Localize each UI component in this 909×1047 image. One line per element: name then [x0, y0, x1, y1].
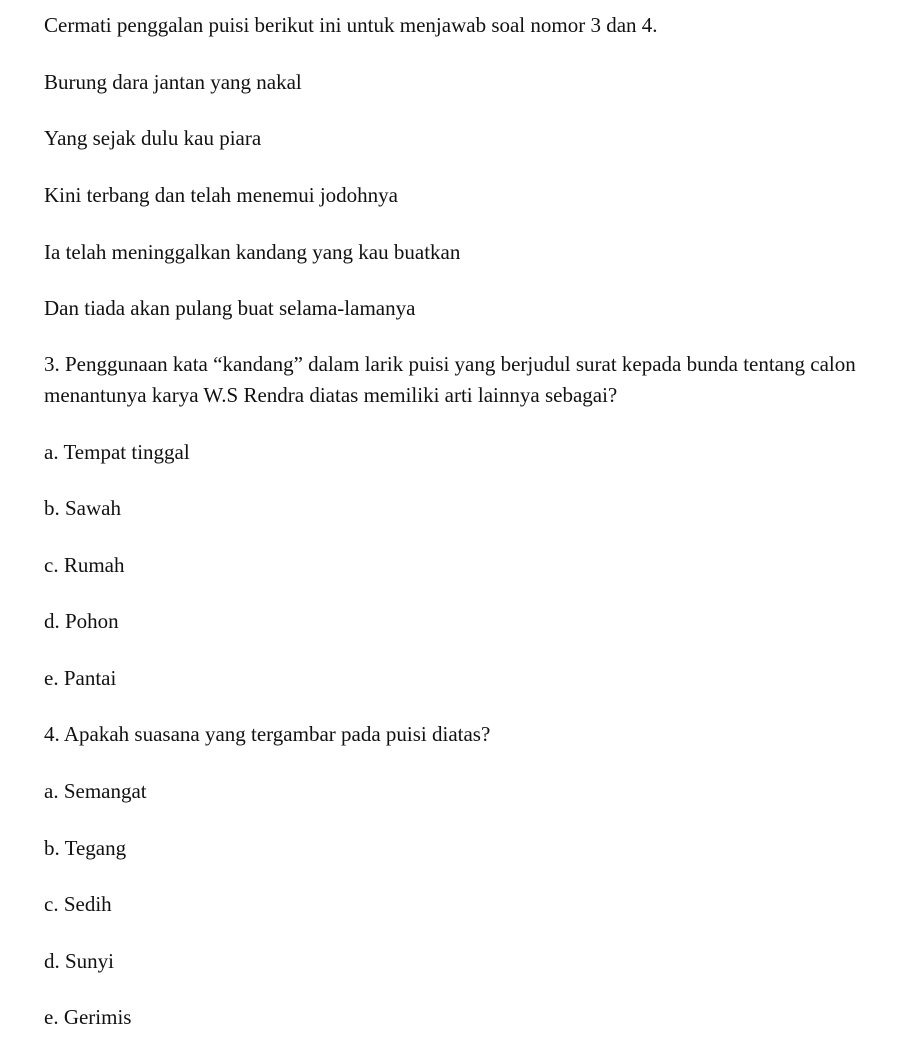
answer-option: b. Tegang: [44, 836, 127, 860]
answer-option: b. Sawah: [44, 496, 121, 520]
answer-option: a. Semangat: [44, 779, 147, 803]
answer-option: e. Gerimis: [44, 1005, 132, 1029]
poem-line: Ia telah meninggalkan kandang yang kau buatkan: [44, 240, 461, 264]
instruction-text: Cermati penggalan puisi berikut ini untuk menjawab soal nomor 3 dan 4.: [44, 13, 658, 37]
poem-line: Kini terbang dan telah menemui jodohnya: [44, 183, 398, 207]
question-4-text: 4. Apakah suasana yang tergambar pada puisi diatas?: [44, 722, 491, 746]
answer-option: a. Tempat tinggal: [44, 440, 190, 464]
answer-option: d. Pohon: [44, 609, 119, 633]
answer-option: c. Rumah: [44, 553, 125, 577]
poem-line: Dan tiada akan pulang buat selama-lamanya: [44, 296, 416, 320]
question-3-text: 3. Penggunaan kata “kandang” dalam larik puisi yang berjudul surat kepada bunda tentang calon: [44, 352, 856, 376]
answer-option: d. Sunyi: [44, 949, 115, 973]
answer-option: c. Sedih: [44, 892, 112, 916]
question-3-text-continued: menantunya karya W.S Rendra diatas memiliki arti lainnya sebagai?: [44, 383, 618, 407]
poem-line: Yang sejak dulu kau piara: [44, 126, 262, 150]
poem-line: Burung dara jantan yang nakal: [44, 70, 302, 94]
answer-option: e. Pantai: [44, 666, 117, 690]
